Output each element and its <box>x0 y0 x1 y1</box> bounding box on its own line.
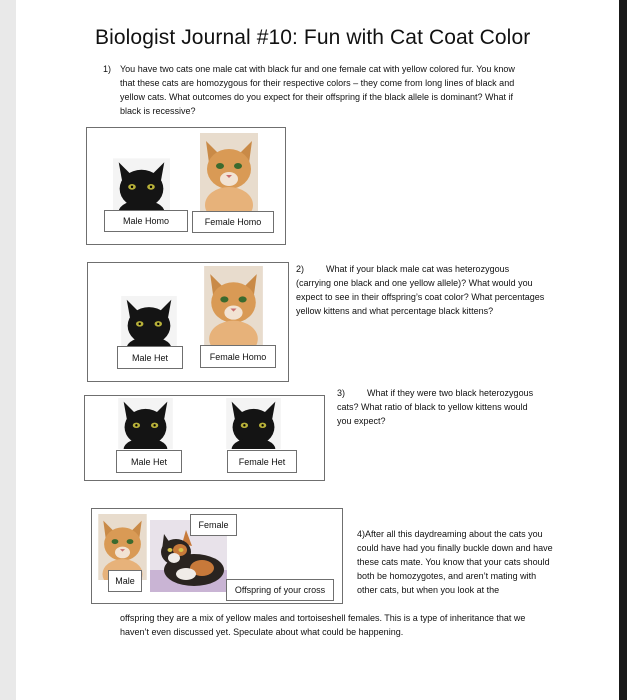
male-het-label: Male Het <box>116 450 182 473</box>
question-4-side-text: 4)After all this daydreaming about the cats you could have had you finally buckle down and have these cats mate. You know that your cats should both be homozygotes, and aren’t mating with other cats, but when you look at the <box>357 529 553 595</box>
question-4-bottom-text: offspring they are a mix of yellow males and tortoiseshell females. This is a type of inheritance that we haven’t even discussed yet. Speculate about what could be happening. <box>120 613 526 637</box>
black-cat-icon <box>113 158 170 212</box>
female-het-label: Female Het <box>227 450 297 473</box>
black-cat-image <box>118 398 173 449</box>
question-2-number: 2) <box>296 264 305 274</box>
black-cat-image <box>121 296 177 348</box>
female-label: Female <box>190 514 237 536</box>
male-label: Male <box>108 570 142 592</box>
question-2-body: What if your black male cat was heterozygous (carrying one black and one yellow allele)? What would you expect to see in their offspring’s coat color? What percentages yellow kittens and what percentage black kittens? <box>296 264 545 316</box>
question-3-body: What if they were two black heterozygous cats? What ratio of black to yellow kittens would you expect? <box>337 388 534 426</box>
black-cat-image <box>113 158 170 212</box>
page-title: Biologist Journal #10: Fun with Cat Coat Color <box>95 26 531 49</box>
question-1-text: You have two cats one male cat with black fur and one female cat with yellow colored fur. You know that these cats are homozygous for their respective colors – they come from long lines of black and yellow cats. What outcomes do you expect for their offspring if the black allele is dominant? What if black is recessive? <box>120 64 515 116</box>
question-3-text <box>337 386 537 428</box>
question-2-text <box>296 262 546 318</box>
female-homo-label: Female Homo <box>200 345 276 368</box>
offspring-label: Offspring of your cross <box>226 579 334 601</box>
orange-cat-icon <box>204 266 263 346</box>
black-cat-icon <box>226 398 281 449</box>
male-het-label: Male Het <box>117 346 183 369</box>
male-homo-label: Male Homo <box>104 210 188 232</box>
orange-cat-image <box>200 133 258 212</box>
black-cat-image <box>226 398 281 449</box>
female-homo-label: Female Homo <box>192 211 274 233</box>
black-cat-icon <box>121 296 177 348</box>
question-3-number: 3) <box>337 388 346 398</box>
black-cat-icon <box>118 398 173 449</box>
left-page-margin <box>0 0 16 700</box>
orange-cat-icon <box>200 133 258 212</box>
orange-cat-image <box>204 266 263 346</box>
question-1-number: 1) <box>103 64 112 74</box>
right-page-edge <box>619 0 627 700</box>
